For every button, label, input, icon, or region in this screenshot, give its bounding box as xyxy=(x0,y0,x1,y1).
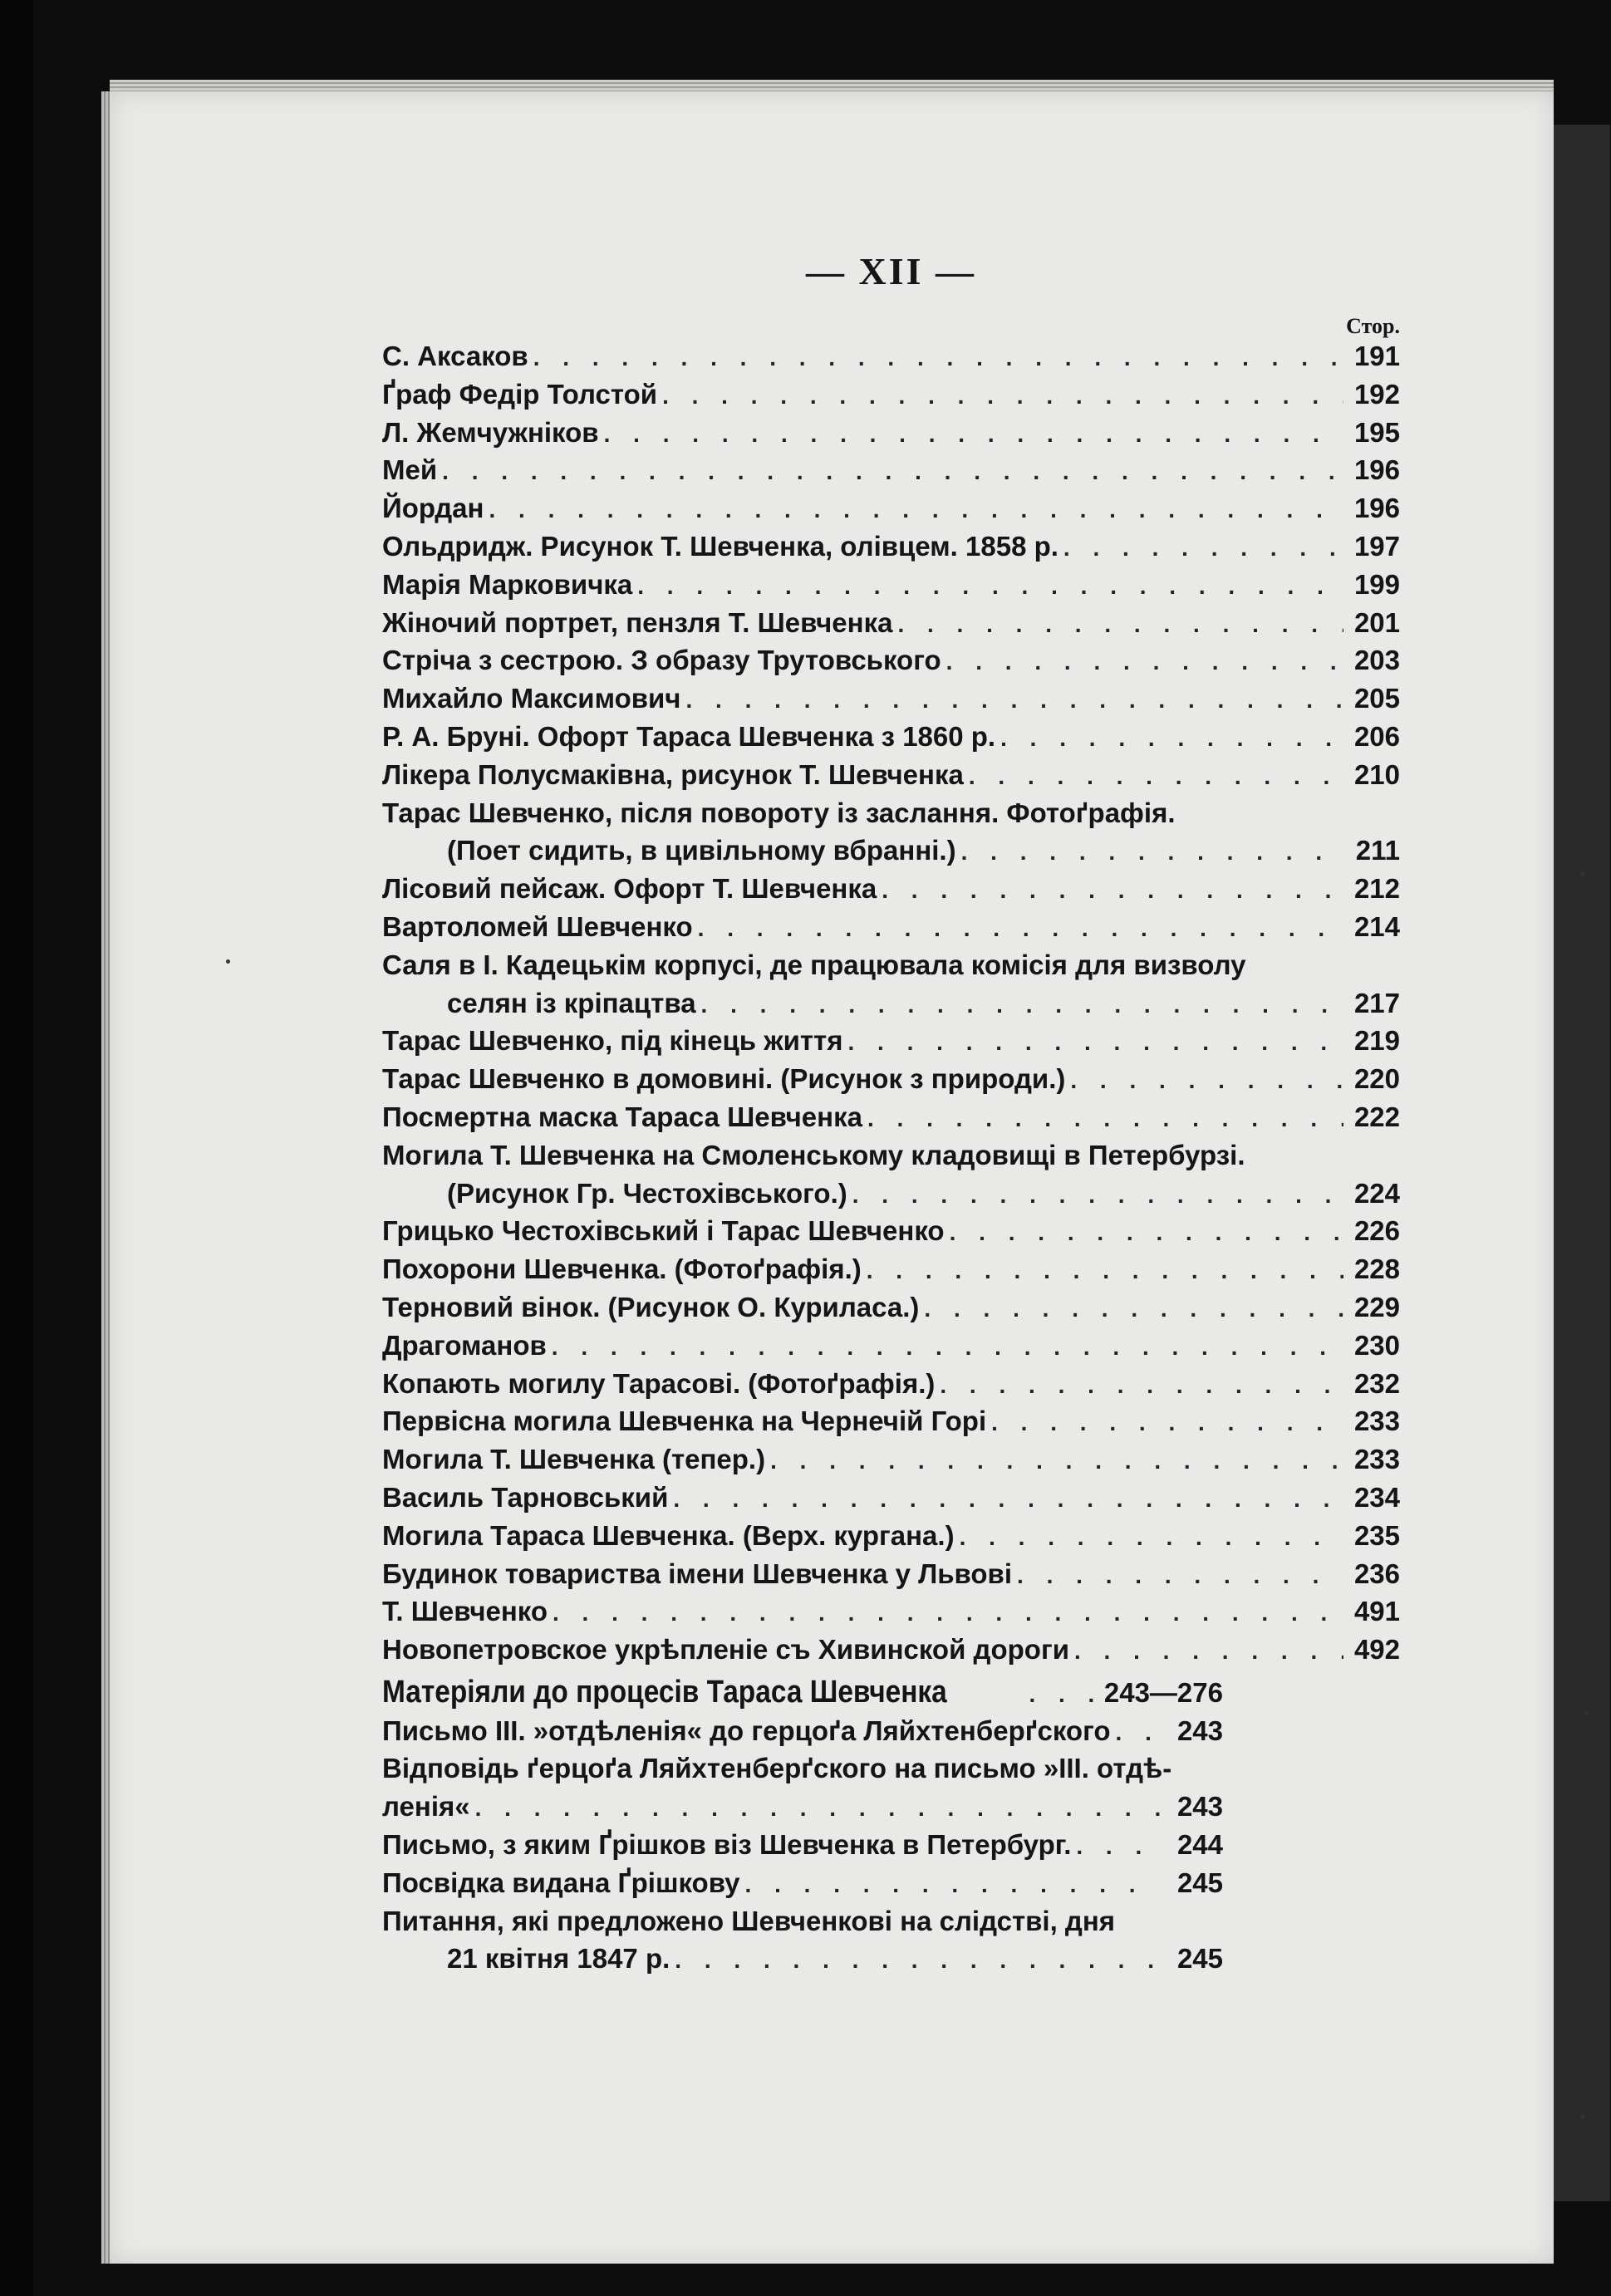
toc-entry xyxy=(382,451,1400,489)
toc-entry-page: 220 xyxy=(1353,1063,1400,1095)
ink-speck xyxy=(1584,1711,1589,1715)
toc-entry xyxy=(382,641,1400,679)
ink-speck xyxy=(226,959,230,964)
ink-speck xyxy=(1580,2114,1584,2118)
toc-entry xyxy=(382,489,1400,527)
dot-leader xyxy=(847,1023,1343,1062)
toc-entry xyxy=(382,1479,1400,1517)
toc-entry xyxy=(382,984,1400,1023)
toc-entry xyxy=(382,832,1400,870)
dot-leader xyxy=(698,910,1343,948)
toc-entry-page: 245 xyxy=(1176,1867,1223,1898)
dot-leader xyxy=(867,1252,1343,1290)
toc-entry xyxy=(382,946,1400,984)
toc-entry xyxy=(382,1555,1400,1593)
toc-entry-page: 214 xyxy=(1353,910,1400,942)
dot-leader xyxy=(553,1594,1343,1632)
toc-entry xyxy=(382,1250,1400,1288)
toc-entry-page: 232 xyxy=(1353,1367,1400,1399)
toc-entry-page: 205 xyxy=(1353,683,1400,714)
dot-leader xyxy=(662,377,1343,415)
dot-leader xyxy=(867,1100,1343,1138)
toc-entry xyxy=(382,1826,1223,1864)
page-number: — XII — xyxy=(805,250,977,292)
toc-entry-title: Письмо ІІІ. »отдѣленія« до герцоґа Ляйхтенберґского xyxy=(382,1715,1111,1746)
toc-entry-title: С. Аксаков xyxy=(382,341,528,371)
toc-entry-page: 234 xyxy=(1353,1481,1400,1513)
toc-entry-page: 233 xyxy=(1353,1406,1400,1437)
page-edge xyxy=(1552,125,1610,2201)
toc-entry-page: 203 xyxy=(1353,645,1400,676)
toc-entry xyxy=(382,1175,1400,1213)
dot-leader xyxy=(1029,1675,1093,1714)
toc-entry xyxy=(382,1902,1223,1940)
dot-leader xyxy=(552,1328,1343,1366)
toc-entry-page: 192 xyxy=(1353,378,1400,410)
toc-entry-page: 210 xyxy=(1353,758,1400,790)
toc-entry-title: Ґраф Федір Толстой xyxy=(382,378,658,410)
toc-entry-title: Саля в І. Кадецькім корпусі, де працювала комісія для визволу xyxy=(382,949,1246,980)
toc-entry xyxy=(382,337,1400,375)
dot-leader xyxy=(961,833,1343,871)
toc-entry-page: 196 xyxy=(1353,454,1400,486)
section-page-range: 243—276 xyxy=(1103,1676,1223,1708)
toc-entry-title: Грицько Честохівський і Тарас Шевченко xyxy=(382,1215,945,1247)
toc-entry xyxy=(382,1864,1223,1902)
toc-entry xyxy=(382,604,1400,642)
toc-entry-title: Питання, які предложено Шевченкові на слідстві, дня xyxy=(382,1905,1116,1936)
toc-entry-title: Тарас Шевченко, після повороту із заслання. Фотоґрафія. xyxy=(382,797,1176,828)
toc-entry-title: ленія« xyxy=(382,1791,470,1823)
toc-entry xyxy=(382,1212,1400,1250)
toc-entry xyxy=(382,1136,1400,1175)
toc-entry-title: Т. Шевченко xyxy=(382,1596,548,1627)
toc-entry-page: 244 xyxy=(1176,1829,1223,1861)
toc-entry-title: Марія Марковичка xyxy=(382,568,633,600)
toc-entry-page: 212 xyxy=(1353,873,1400,905)
toc-entry-title: Письмо, з яким Ґрішков віз Шевченка в Петербург. xyxy=(382,1829,1072,1861)
toc-entry-page: 199 xyxy=(1353,568,1400,600)
contents-list xyxy=(382,337,1400,1978)
toc-entry-page: 201 xyxy=(1353,606,1400,638)
toc-entry-page: 492 xyxy=(1353,1634,1400,1666)
dot-leader xyxy=(533,339,1343,377)
toc-entry-title: Драгоманов xyxy=(382,1329,547,1361)
toc-entry-title: Відповідь ґерцоґа Ляйхтенберґского на письмо »ІІІ. отдѣ- xyxy=(382,1753,1172,1784)
toc-entry-title: Василь Тарновський xyxy=(382,1481,669,1513)
dot-leader xyxy=(604,415,1343,454)
dot-leader xyxy=(882,871,1343,910)
dot-leader xyxy=(991,1404,1343,1442)
dot-leader xyxy=(1063,529,1343,567)
toc-entry-page: 235 xyxy=(1353,1519,1400,1551)
page-column-header: Стор. xyxy=(1346,314,1400,338)
toc-entry xyxy=(382,870,1400,908)
toc-entry-title: Будинок товариства імени Шевченка у Львові xyxy=(382,1558,1013,1589)
dot-leader xyxy=(673,1480,1343,1518)
dot-leader xyxy=(1116,1714,1160,1752)
toc-entry xyxy=(382,1749,1223,1788)
toc-entry-title: Лісовий пейсаж. Офорт Т. Шевченка xyxy=(382,873,877,905)
toc-entry-title: 21 квітня 1847 р. xyxy=(447,1943,670,1975)
toc-entry-title: Новопетровское укрѣпленіе съ Хивинской дороги xyxy=(382,1634,1069,1666)
toc-entry xyxy=(382,718,1400,756)
toc-entry-title: Вартоломей Шевченко xyxy=(382,910,693,942)
toc-entry-page: 243 xyxy=(1176,1715,1223,1746)
toc-entry-page: 191 xyxy=(1353,341,1400,371)
toc-entry xyxy=(382,794,1400,832)
toc-entry xyxy=(382,1631,1400,1669)
dot-leader xyxy=(770,1442,1343,1480)
dot-leader xyxy=(1074,1632,1343,1670)
toc-entry xyxy=(382,1940,1223,1978)
toc-entry-page: 236 xyxy=(1353,1558,1400,1589)
toc-entry-page: 211 xyxy=(1355,835,1400,866)
toc-entry-title: Первісна могила Шевченка на Чернечій Горі xyxy=(382,1406,987,1437)
toc-entry-page: 229 xyxy=(1353,1291,1400,1322)
toc-entry-page: 243 xyxy=(1176,1791,1223,1823)
toc-entry-page: 195 xyxy=(1353,416,1400,448)
toc-entry-page: 224 xyxy=(1353,1177,1400,1209)
toc-entry-title: Р. А. Бруні. Офорт Тараса Шевченка з 1860 р. xyxy=(382,720,996,752)
toc-entry xyxy=(382,679,1400,718)
dot-leader xyxy=(637,567,1343,606)
toc-entry-page: 491 xyxy=(1353,1596,1400,1627)
toc-entry-title: Йордан xyxy=(382,493,484,524)
toc-entry xyxy=(382,1402,1400,1440)
dot-leader xyxy=(1017,1557,1343,1595)
toc-entry-title: Могила Т. Шевченка на Смоленському кладовищі в Петербурзі. xyxy=(382,1139,1245,1170)
dot-leader xyxy=(1076,1827,1160,1866)
dot-leader xyxy=(1000,719,1343,758)
dot-leader xyxy=(940,1366,1343,1405)
toc-entry xyxy=(382,1022,1400,1060)
toc-entry-page: 219 xyxy=(1353,1025,1400,1057)
toc-entry-title: Могила Тараса Шевченка. (Верх. кургана.) xyxy=(382,1519,955,1551)
toc-entry xyxy=(382,1674,1223,1712)
toc-entry-page: 217 xyxy=(1353,987,1400,1018)
toc-entry xyxy=(382,908,1400,946)
toc-entry-title: Михайло Максимович xyxy=(382,683,681,714)
dot-leader xyxy=(745,1866,1160,1904)
toc-entry-title: Копають могилу Тарасові. (Фотоґрафія.) xyxy=(382,1367,936,1399)
toc-entry xyxy=(382,375,1400,414)
section-title: Матеріяли до процесів Тараса Шевченка xyxy=(382,1674,947,1710)
toc-entry-title: Ольдридж. Рисунок Т. Шевченка, олівцем. 1858 р. xyxy=(382,530,1058,562)
contents-section xyxy=(382,1674,1223,1978)
toc-entry-page: 197 xyxy=(1353,530,1400,562)
toc-entry xyxy=(382,566,1400,604)
toc-entry xyxy=(382,1440,1400,1479)
dot-leader xyxy=(685,681,1343,719)
dot-leader xyxy=(852,1176,1343,1214)
toc-entry xyxy=(382,1788,1223,1826)
toc-entry xyxy=(382,756,1400,794)
scan-border xyxy=(0,0,33,2296)
toc-entry xyxy=(382,414,1400,452)
toc-entry-title: Тарас Шевченко, під кінець життя xyxy=(382,1025,843,1057)
dot-leader xyxy=(960,1518,1343,1557)
toc-entry-page: 233 xyxy=(1353,1444,1400,1475)
dot-leader xyxy=(489,491,1343,529)
toc-entry-title: Стріча з сестрою. З образу Трутовського xyxy=(382,645,941,676)
toc-entry xyxy=(382,1288,1400,1327)
toc-entry-page: 206 xyxy=(1353,720,1400,752)
dot-leader xyxy=(442,453,1343,491)
toc-entry-title: Тарас Шевченко в домовині. (Рисунок з природи.) xyxy=(382,1063,1066,1095)
toc-entry-title: Посмертна маска Тараса Шевченка xyxy=(382,1101,862,1132)
toc-entry-title: Похорони Шевченка. (Фотоґрафія.) xyxy=(382,1253,862,1285)
dot-leader xyxy=(950,1214,1343,1252)
toc-entry-title: (Поет сидить, в цивільному вбранні.) xyxy=(447,835,956,866)
toc-entry-title: Л. Жемчужніков xyxy=(382,416,599,448)
toc-entry xyxy=(382,1592,1400,1631)
toc-entry-page: 245 xyxy=(1176,1943,1223,1975)
toc-entry-title: Терновий вінок. (Рисунок О. Куриласа.) xyxy=(382,1291,920,1322)
toc-entry xyxy=(382,1060,1400,1098)
toc-entry xyxy=(382,1098,1400,1136)
dot-leader xyxy=(675,1941,1160,1980)
toc-entry-page: 228 xyxy=(1353,1253,1400,1285)
dot-leader xyxy=(701,986,1343,1024)
ink-speck xyxy=(1580,872,1584,876)
dot-leader xyxy=(1070,1062,1343,1100)
toc-entry-title: (Рисунок Гр. Честохівського.) xyxy=(447,1177,847,1209)
toc-entry-page: 196 xyxy=(1353,493,1400,524)
dot-leader xyxy=(475,1789,1160,1827)
toc-entry xyxy=(382,527,1400,566)
toc-entry-page: 222 xyxy=(1353,1101,1400,1132)
dot-leader xyxy=(924,1290,1343,1328)
toc-entry-page: 230 xyxy=(1353,1329,1400,1361)
toc-entry xyxy=(382,1712,1223,1750)
dot-leader xyxy=(897,606,1343,644)
toc-entry-page: 226 xyxy=(1353,1215,1400,1247)
toc-entry xyxy=(382,1517,1400,1555)
toc-entry-title: селян із кріпацтва xyxy=(447,987,696,1018)
toc-entry-title: Могила Т. Шевченка (тепер.) xyxy=(382,1444,766,1475)
toc-entry-title: Жіночий портрет, пензля Т. Шевченка xyxy=(382,606,893,638)
dot-leader xyxy=(969,758,1343,796)
toc-entry-title: Лікера Полусмаківна, рисунок Т. Шевченка xyxy=(382,758,964,790)
toc-entry xyxy=(382,1327,1400,1365)
toc-entry xyxy=(382,1365,1400,1403)
toc-entry-title: Мей xyxy=(382,454,438,486)
toc-entry-title: Посвідка видана Ґрішкову xyxy=(382,1867,740,1898)
dot-leader xyxy=(946,643,1343,681)
